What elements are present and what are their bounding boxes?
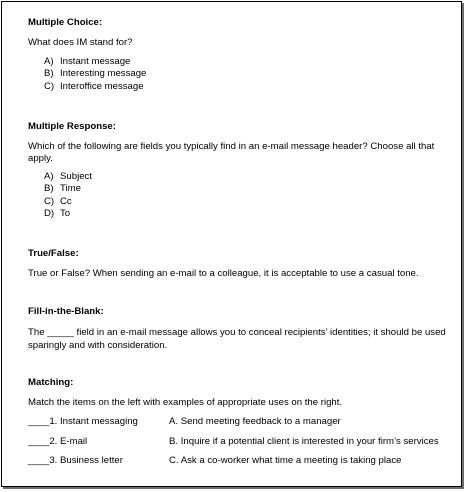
- multiple-response-options: [28, 171, 451, 220]
- option-item: [44, 183, 451, 195]
- fill-blank-section: [28, 306, 451, 352]
- multiple-choice-options: [28, 56, 451, 93]
- option-text: Cc: [60, 195, 72, 207]
- multiple-response-question: Which of the following are fields you typically find in an e-mail message header? Choose all that apply.: [28, 141, 435, 164]
- matching-row: [28, 455, 123, 466]
- true-false-section: [28, 248, 451, 280]
- option-item: [44, 81, 451, 93]
- option-item: [44, 56, 451, 68]
- option-text: Subject: [60, 171, 92, 182]
- option-letter: B): [44, 68, 54, 80]
- matching-right-item: A. Send meeting feedback to a manager: [169, 416, 341, 427]
- matching-instruction: Match the items on the left with examples of appropriate uses on the right.: [28, 397, 343, 408]
- fill-blank-heading: Fill-in-the-Blank:: [28, 306, 104, 317]
- option-item: [44, 208, 451, 220]
- option-text: Interesting message: [60, 68, 147, 80]
- matching-right-item: B. Inquire if a potential client is interested in your firm’s services: [169, 436, 439, 447]
- matching-right-item: C. Ask a co-worker what time a meeting is taking place: [169, 455, 402, 466]
- option-text: To: [60, 207, 71, 219]
- option-letter: C): [44, 80, 55, 92]
- multiple-response-section: [28, 121, 451, 220]
- option-item: [44, 196, 451, 208]
- multiple-choice-question: What does IM stand for?: [28, 37, 133, 48]
- multiple-response-heading: Multiple Response:: [28, 121, 116, 132]
- option-item: [44, 68, 451, 80]
- matching-row: [28, 436, 87, 447]
- option-text: Instant message: [60, 56, 131, 67]
- true-false-heading: True/False:: [28, 248, 79, 259]
- option-letter: A): [44, 56, 54, 67]
- option-letter: A): [44, 171, 54, 182]
- multiple-choice-heading: Multiple Choice:: [28, 17, 103, 28]
- option-letter: C): [44, 195, 55, 207]
- option-item: [44, 171, 451, 183]
- option-text: Time: [60, 183, 81, 195]
- option-letter: B): [44, 183, 54, 195]
- matching-left-item: ____3. Business letter: [28, 455, 123, 466]
- matching-heading: Matching:: [28, 377, 74, 388]
- multiple-choice-section: [28, 17, 451, 93]
- fill-blank-question: The _____ field in an e-mail message allows you to conceal recipients’ identities; it should be used sparingly and with consideration.: [28, 327, 446, 351]
- true-false-question: True or False? When sending an e-mail to a colleague, it is acceptable to use a casual tone.: [28, 268, 419, 279]
- matching-section: [28, 377, 451, 409]
- matching-row: [28, 416, 138, 427]
- matching-left-item: ____2. E-mail: [28, 436, 88, 447]
- matching-left-item: ____1. Instant messaging: [28, 416, 138, 427]
- option-letter: D): [44, 207, 55, 219]
- worksheet-page: [1, 1, 462, 487]
- option-text: Interoffice message: [60, 80, 144, 92]
